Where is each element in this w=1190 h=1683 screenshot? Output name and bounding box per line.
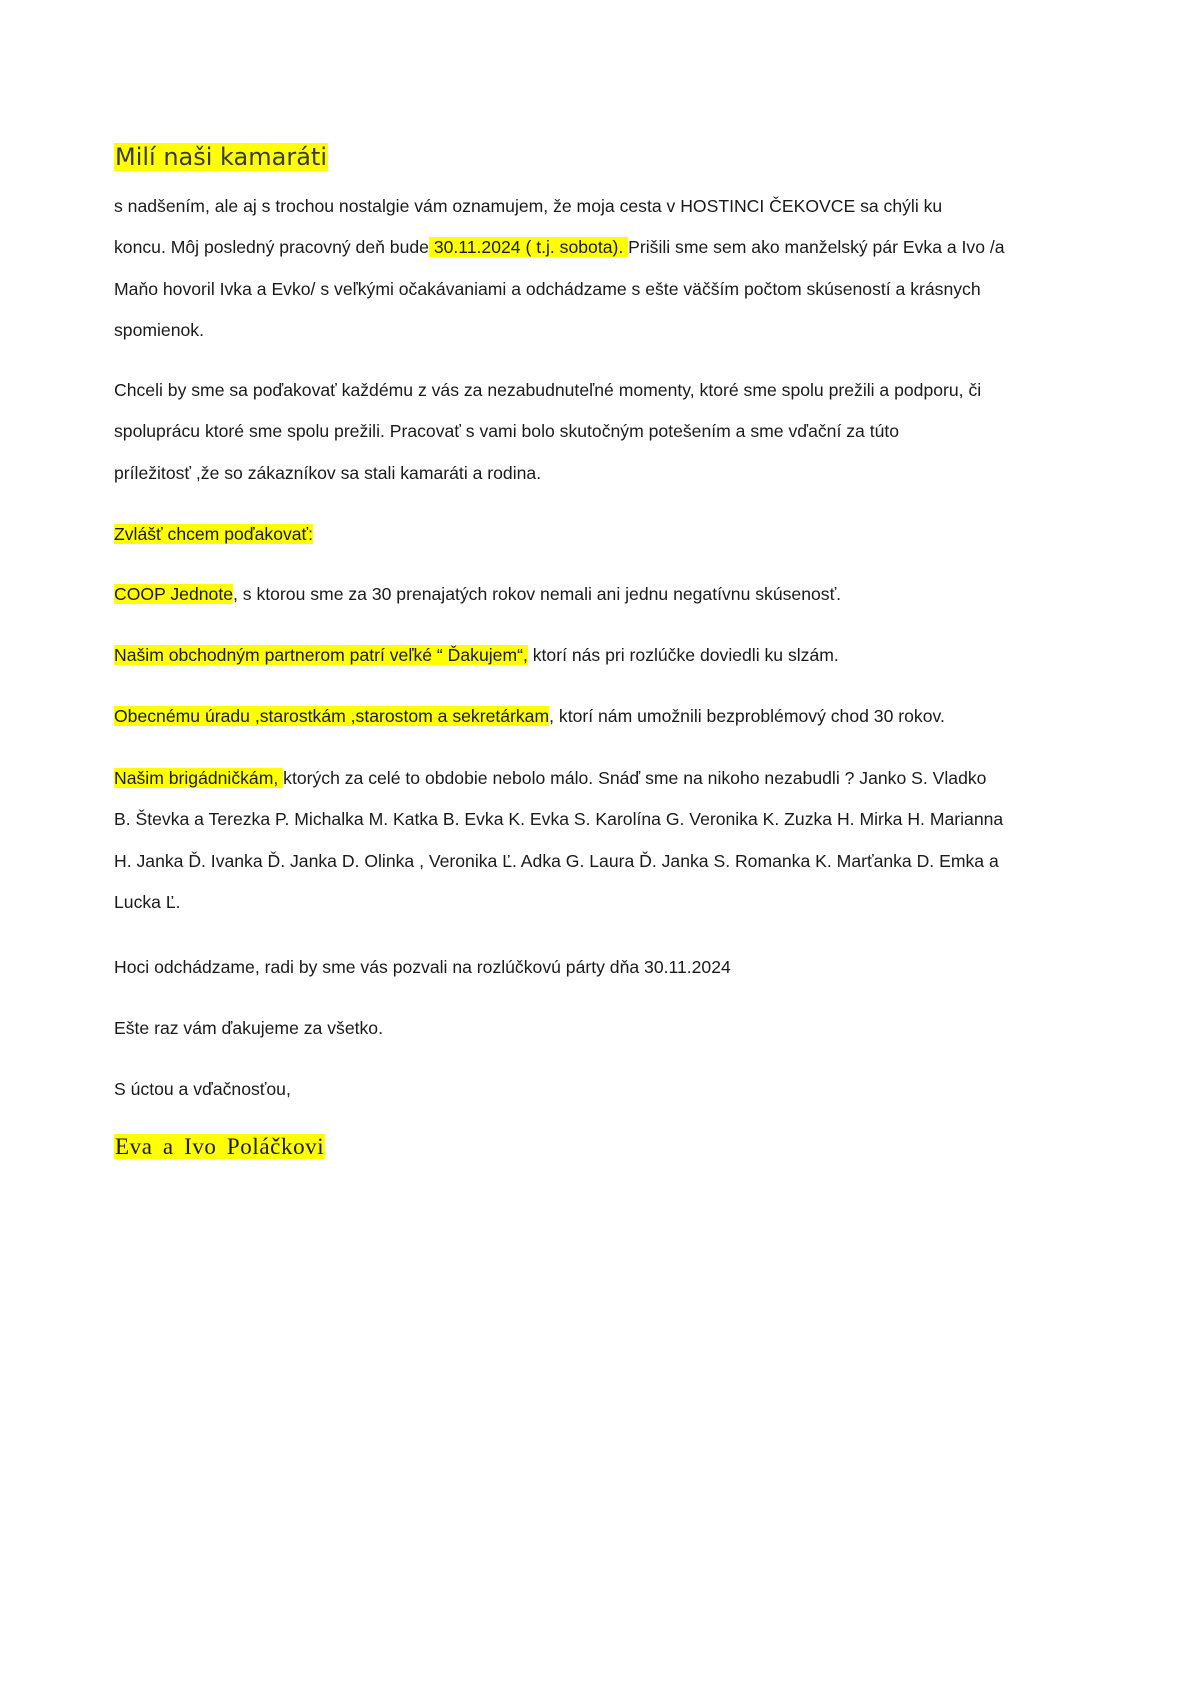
- paragraph-line: Našim brigádničkám, ktorých za celé to obdobie nebolo málo. Snáď sme na nikoho nezabudli ? Janko S. Vladko: [114, 768, 987, 788]
- letter-heading: Milí naši kamaráti: [115, 143, 327, 171]
- paragraph-announcement: [114, 186, 1099, 351]
- paragraph-line: s nadšením, ale aj s trochou nostalgie vám oznamujem, že moja cesta v HOSTINCI ČEKOVCE sa chýli ku: [114, 196, 943, 216]
- paragraph-line: spomienok.: [114, 319, 204, 340]
- paragraph-line: koncu. Môj posledný pracovný deň bude 30.11.2024 ( t.j. sobota). Prišili sme sem ako manželský pár Evka a Ivo /a: [114, 237, 1005, 258]
- thanks-office: Obecnému úradu ,starostkám ,starostom a sekretárkam, ktorí nám umožnili bezproblémový chod 30 rokov.: [114, 706, 945, 726]
- paragraph-line: Chceli by sme sa poďakovať každému z vás za nezabudnuteľné momenty, ktoré sme spolu prežili a podporu, či: [114, 380, 982, 400]
- closing-text: S úctou a vďačnosťou,: [114, 1079, 291, 1099]
- paragraph-line: B. Števka a Terezka P. Michalka M. Katka B. Evka K. Evka S. Karolína G. Veronika K. Zuzka H. Mirka H. Marianna: [114, 809, 1004, 830]
- paragraph-line: H. Janka Ď. Ivanka Ď. Janka D. Olinka , Veronika Ľ. Adka G. Laura Ď. Janka S. Romanka K. Marťanka D. Emka a: [114, 850, 999, 871]
- thanks-again-text: Ešte raz vám ďakujeme za všetko.: [114, 1018, 383, 1038]
- thanks-coop: COOP Jednote, s ktorou sme za 30 prenajatých rokov nemali ani jednu negatívnu skúsenosť.: [114, 584, 842, 604]
- thanks-heading: Zvlášť chcem poďakovať:: [114, 524, 314, 544]
- thanks-partners: Našim obchodným partnerom patrí veľké “ Ďakujem“, ktorí nás pri rozlúčke doviedli ku slzám.: [114, 645, 839, 665]
- paragraph-line: príležitosť ,že so zákazníkov sa stali kamaráti a rodina.: [114, 462, 542, 483]
- thanks-workers: [114, 758, 1099, 923]
- paragraph-line: spoluprácu ktoré sme spolu prežili. Pracovať s vami bolo skutočným potešením a sme vďační za túto: [114, 421, 900, 442]
- paragraph-gratitude: [114, 370, 1099, 494]
- invite-text: Hoci odchádzame, radi by sme vás pozvali na rozlúčkovú párty dňa 30.11.2024: [114, 957, 731, 977]
- paragraph-line: Maňo hovoril Ivka a Evko/ s veľkými očakávaniami a odchádzame s ešte väčším počtom skúseností a krásnych: [114, 278, 981, 299]
- paragraph-line: Lucka Ľ.: [114, 891, 181, 912]
- signature: Eva a Ivo Poláčkovi: [115, 1134, 325, 1159]
- highlighted-date: 30.11.2024 ( t.j. sobota).: [428, 237, 629, 258]
